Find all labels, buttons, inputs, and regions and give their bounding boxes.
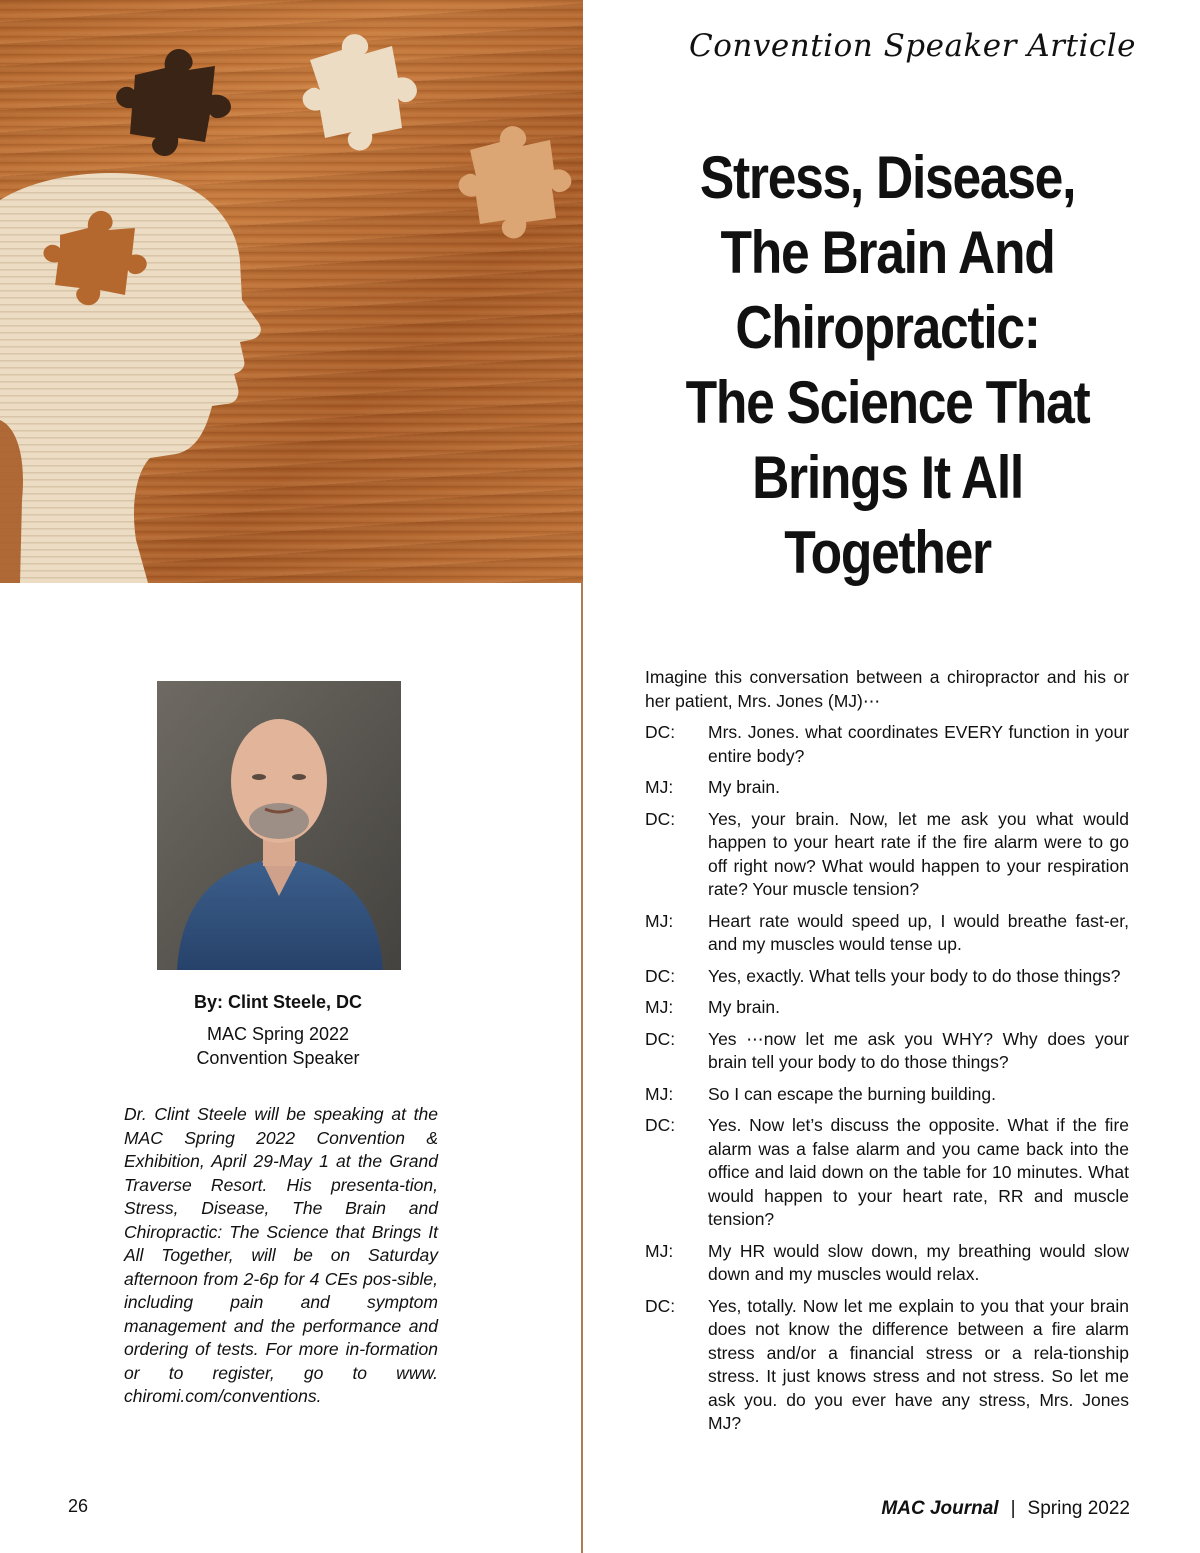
dialogue-line [645, 1114, 1129, 1232]
author-name: By: Clint Steele, DC [193, 992, 363, 1012]
speaker: MJ: [645, 777, 674, 797]
dialogue-text: Yes, totally. Now let me explain to you that your brain does not know the difference between a fire alarm stress and/or a financial stress or a rela-tionship stress. It just knows stress and not stress. So let me ask you. do you ever have any stress, Mrs. Jones MJ? [708, 1295, 1129, 1433]
dialogue-text: Yes. Now let’s discuss the opposite. What if the fire alarm was a false alarm and you came back into the office and laid down on the table for 10 minutes. What would happen to your heart rate, RR and muscle tension? [708, 1115, 1129, 1229]
puzzle-piece-light [303, 34, 417, 150]
title-line: Together [784, 519, 991, 586]
dialogue-text: My brain. [708, 997, 780, 1017]
title-line: The Science That [685, 369, 1090, 436]
dialogue-line [645, 965, 1129, 989]
head-silhouette-puzzle-icon [0, 0, 583, 583]
column-divider [581, 583, 583, 1553]
title-line: Brings It All [752, 444, 1023, 511]
dialogue-line [645, 776, 1129, 800]
dialogue-line [645, 721, 1129, 768]
speaker: MJ: [645, 997, 674, 1017]
speaker: DC: [645, 965, 676, 986]
dialogue-line [645, 1240, 1129, 1287]
article-body [645, 666, 1129, 1444]
dialogue-line [645, 1295, 1129, 1436]
footer-journal [881, 1498, 1130, 1520]
dialogue-text: My HR would slow down, my breathing would slow down and my muscles would relax. [708, 1240, 1129, 1284]
title-line: Stress, Disease, [699, 144, 1076, 211]
author-role-line: MAC Spring 2022 [206, 1024, 350, 1044]
author-bio: Dr. Clint Steele will be speaking at the MAC Spring 2022 Convention & Exhibition, April 29-May 1 at the Grand Traverse Resort. His presenta-tion, Stress, Disease, The Brain and Chiropractic: The Science that Brings It All Together, will be on Saturday afternoon from 2-6p for 4 CEs pos-sible, including pain and symptom management and the performance and ordering of tests. For more in-formation or to register, go to www. chiromi.com/conventions. [124, 1104, 438, 1406]
dialogue-text: So I can escape the burning building. [708, 1083, 996, 1104]
title-line: The Brain And [720, 219, 1055, 286]
byline [100, 990, 456, 1070]
speaker: DC: [645, 808, 676, 829]
article-title [649, 140, 1126, 590]
article-intro: Imagine this conversation between a chiropractor and his or her patient, Mrs. Jones (MJ)⋯ [645, 667, 1129, 711]
journal-name: MAC Journal [881, 1498, 999, 1519]
puzzle-piece-tan [459, 126, 572, 238]
speaker: MJ: [645, 1083, 674, 1104]
dialogue-line [645, 996, 1129, 1020]
dialogue-text: Mrs. Jones. what coordinates EVERY function in your entire body? [708, 722, 1129, 766]
dialogue-line [645, 910, 1129, 957]
dialogue-text: Yes ⋯now let me ask you WHY? Why does your brain tell your body to do those things? [708, 1028, 1129, 1072]
page-number: 26 [68, 1496, 89, 1516]
dialogue-text: Yes, your brain. Now, let me ask you what would happen to your heart rate if the fire alarm were to go off right now? What would happen to your respiration rate? Your muscle tension? [708, 808, 1129, 899]
speaker: MJ: [645, 1240, 674, 1261]
dialogue-text: My brain. [708, 777, 780, 797]
section-kicker: Convention Speaker Article [689, 28, 1136, 64]
speaker: DC: [645, 722, 676, 742]
footer-separator: | [1010, 1498, 1016, 1519]
speaker: DC: [645, 1028, 676, 1049]
speaker: DC: [645, 1115, 676, 1135]
author-role-line: Convention Speaker [196, 1048, 360, 1068]
puzzle-piece-dark [116, 49, 231, 156]
title-line: Chiropractic: [735, 294, 1040, 361]
dialogue-text: Yes, exactly. What tells your body to do those things? [708, 965, 1121, 986]
issue-label: Spring 2022 [1027, 1498, 1130, 1519]
dialogue-line [645, 1083, 1129, 1107]
speaker: DC: [645, 1295, 676, 1316]
dialogue-text: Heart rate would speed up, I would breathe fast-er, and my muscles would tense up. [708, 910, 1129, 954]
dialogue-line [645, 808, 1129, 902]
speaker: MJ: [645, 910, 674, 931]
dialogue-line [645, 1028, 1129, 1075]
author-photo [157, 681, 401, 970]
hero-image [0, 0, 583, 583]
